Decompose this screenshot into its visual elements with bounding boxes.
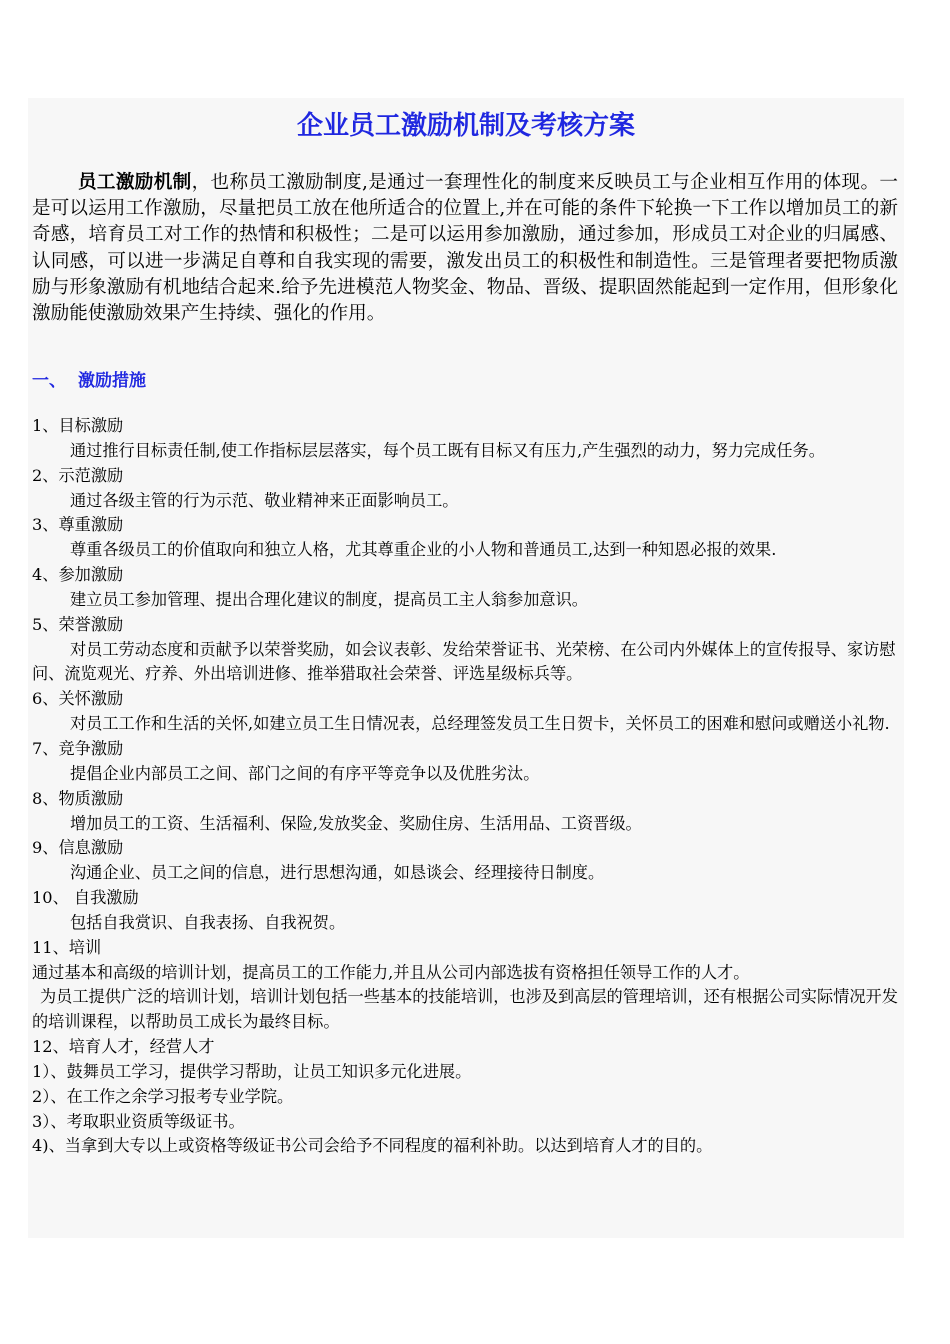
talent-point: 4)、当拿到大专以上或资格等级证书公司会给予不同程度的福利补助。以达到培育人才的目的。 [32,1136,713,1156]
intro-term: 员工激励机制 [78,172,192,193]
training-line-1: 通过基本和高级的培训计划，提高员工的工作能力,并且从公司内部选拔有资格担任领导工作的人才。 [32,962,750,982]
item-body: 增加员工的工资、生活福利、保险,发放奖金、奖励住房、生活用品、工资晋级。 [70,813,642,833]
item-body: 尊重各级员工的价值取向和独立人格，尤其尊重企业的小人物和普通员工,达到一种知恩必报的效果. [70,540,777,560]
item-body: 通过推行目标责任制,使工作指标层层落实，每个员工既有目标又有压力,产生强烈的动力，努力完成任务。 [70,440,825,460]
section-title: 激励措施 [78,371,146,391]
section-number: 一、 [32,371,66,391]
item-title: 8、物质激励 [32,788,124,808]
item-title: 4、参加激励 [32,565,124,585]
intro-paragraph [32,170,898,327]
item-title: 2、示范激励 [32,465,124,485]
item-title: 3、尊重激励 [32,515,124,535]
item-body: 包括自我赏识、自我表扬、自我祝贺。 [70,912,346,932]
item-title: 6、关怀激励 [32,689,124,709]
item-body: 对员工工作和生活的关怀,如建立员工生日情况表，总经理签发员工生日贺卡，关怀员工的困难和慰问或赠送小礼物. [70,714,890,734]
item-title: 1、目标激励 [32,416,124,435]
document-title: 企业员工激励机制及考核方案 [296,111,635,141]
item-title: 10、 自我激励 [32,888,139,908]
document-page [28,98,904,1238]
item-title: 5、荣誉激励 [32,614,124,634]
training-title: 11、培训 [32,937,102,957]
talent-point: 1）、鼓舞员工学习，提供学习帮助，让员工知识多元化进展。 [32,1061,472,1081]
item-body: 通过各级主管的行为示范、敬业精神来正面影响员工。 [70,490,459,510]
item-body: 建立员工参加管理、提出合理化建议的制度，提高员工主人翁参加意识。 [70,589,588,609]
measures-list [32,414,902,1159]
talent-title: 12、培育人才，经营人才 [32,1037,215,1057]
item-title: 9、信息激励 [32,838,124,858]
training-line-2: 为员工提供广泛的培训计划，培训计划包括一些基本的技能培训，也涉及到高层的管理培训，还有根据公司实际情况开发的培训课程，以帮助员工成长为最终目标。 [32,987,898,1032]
item-body: 对员工劳动态度和贡献予以荣誉奖励，如会议表彰、发给荣誉证书、光荣榜、在公司内外媒体上的宣传报导、家访慰问、流览观光、疗养、外出培训进修、推举猎取社会荣誉、评选星级标兵等。 [32,639,896,684]
item-title: 7、竞争激励 [32,738,124,758]
item-body: 提倡企业内部员工之间、部门之间的有序平等竞争以及优胜劣汰。 [70,763,540,783]
talent-point: 2）、在工作之余学习报考专业学院。 [32,1086,294,1106]
section-heading [32,368,146,394]
talent-point: 3）、考取职业资质等级证书。 [32,1111,245,1131]
item-body: 沟通企业、员工之间的信息，进行思想沟通，如恳谈会、经理接待日制度。 [70,863,605,883]
intro-text: ，也称员工激励制度,是通过一套理性化的制度来反映员工与企业相互作用的体现。一是可以运用工作激励，尽量把员工放在他所适合的位置上,并在可能的条件下轮换一下工作以增加员工的新奇感，培育员工对工作的热情和积极性；二是可以运用参加激励，通过参加，形成员工对企业的归属感、认同感，可以进一步满足自尊和自我实现的需要，激发出员工的积极性和制造性。三是管理者要把物质激励与形象激励有机地结合起来.给予先进模范人物奖金、物品、晋级、提职固然能起到一定作用，但形象化激励能使激励效果产生持续、强化的作用。 [32,172,898,325]
